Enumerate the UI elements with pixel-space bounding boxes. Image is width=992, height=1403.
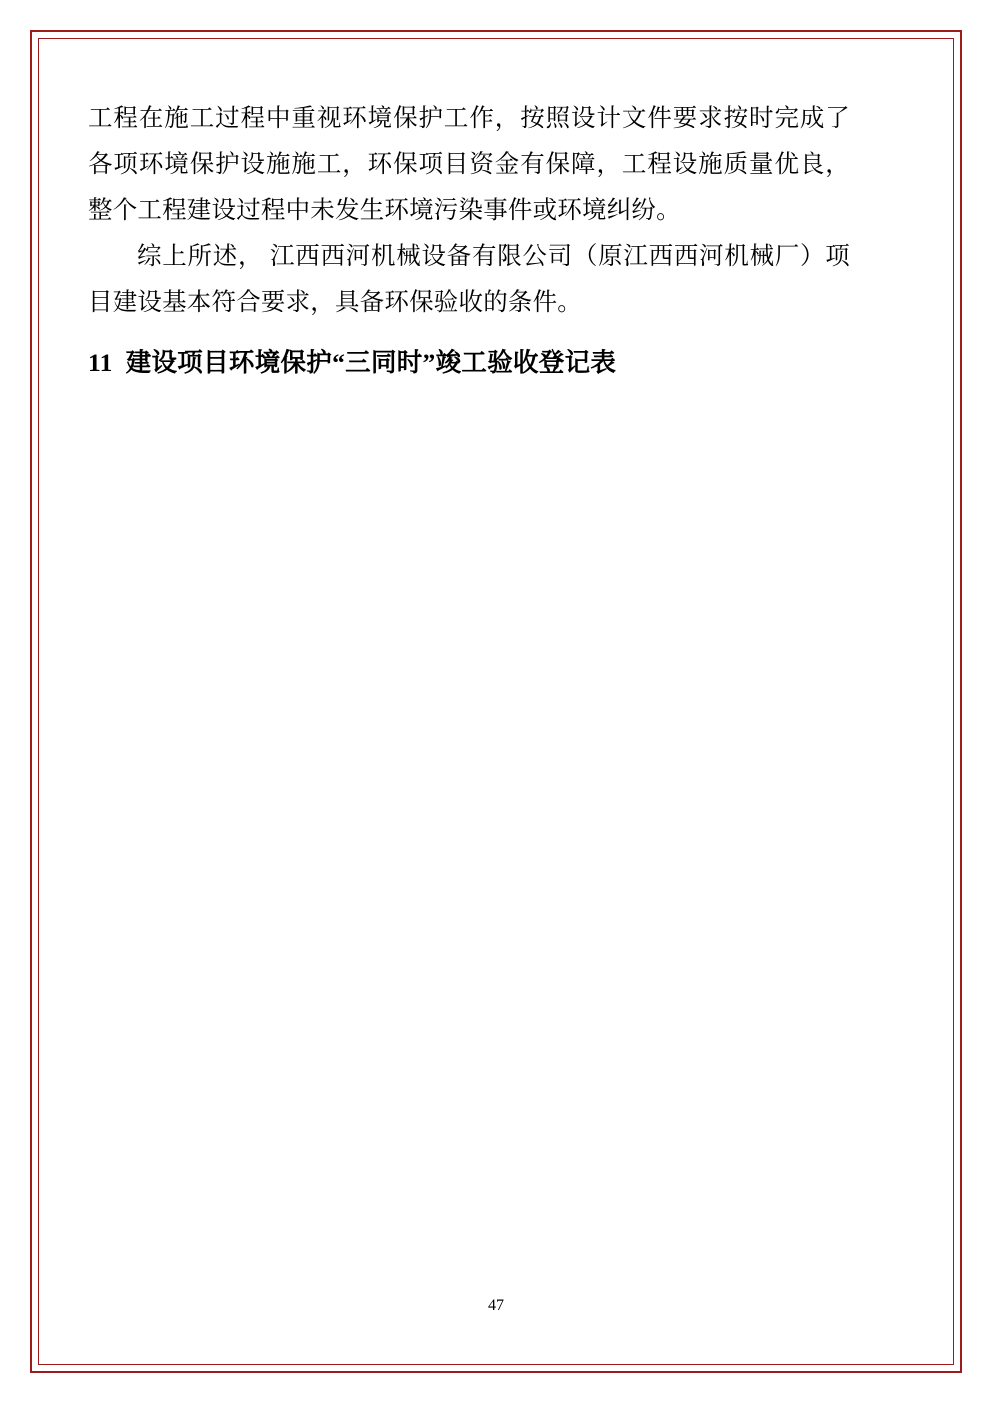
page-content [88, 96, 850, 386]
section-heading-number: 11 [88, 348, 113, 377]
paragraph-1: 工程在施工过程中重视环境保护工作，按照设计文件要求按时完成了各项环境保护设施施工，环保项目资金有保障，工程设施质量优良，整个工程建设过程中未发生环境污染事件或环境纠纷。 [88, 105, 850, 224]
section-heading-text: 建设项目环境保护“三同时”竣工验收登记表 [125, 348, 617, 377]
section-heading [88, 340, 850, 386]
paragraph-2: 综上所述， 江西西河机械设备有限公司（原江西西河机械厂）项目建设基本符合要求，具备环保验收的条件。 [88, 243, 850, 316]
page-number: 47 [488, 1297, 504, 1314]
